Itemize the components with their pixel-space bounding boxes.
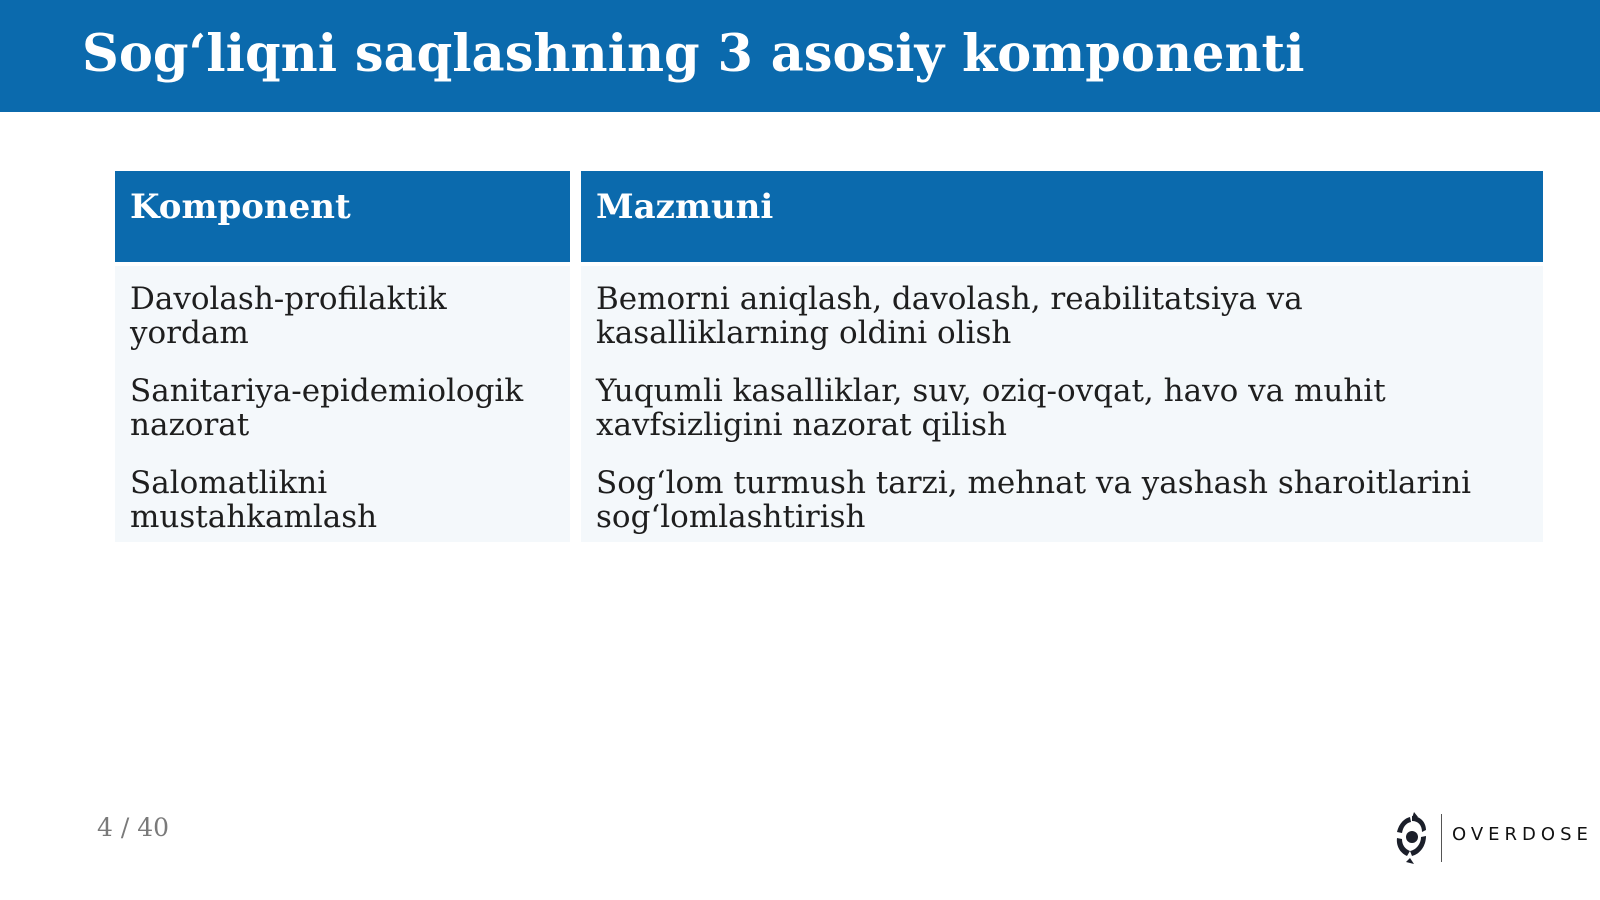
table-header-row xyxy=(115,171,1543,262)
page-indicator: 4 / 40 xyxy=(97,813,170,842)
logo-divider xyxy=(1441,814,1442,862)
components-table xyxy=(115,171,1543,542)
title-bar xyxy=(0,0,1600,112)
table-cell-component: Salomatlikni mustahkamlash xyxy=(115,450,570,542)
table-cell-component: Davolash-profilaktik yordam xyxy=(115,266,570,358)
table-cell-content: Sog‘lom turmush tarzi, mehnat va yashash sharoitlarini sog‘lomlashtirish xyxy=(581,450,1543,542)
slide-title: Sog‘liqni saqlashning 3 asosiy komponenti xyxy=(82,24,1305,84)
header-content: Mazmuni xyxy=(581,171,1543,262)
brand-logo xyxy=(1392,810,1593,866)
table-body xyxy=(115,262,1543,542)
table-row xyxy=(115,358,1543,450)
overdose-logo-icon xyxy=(1392,810,1432,866)
table-cell-content: Bemorni aniqlash, davolash, reabilitatsiya va kasalliklarning oldini olish xyxy=(581,266,1543,358)
table-cell-component: Sanitariya-epidemiologik nazorat xyxy=(115,358,570,450)
header-component: Komponent xyxy=(115,171,570,262)
table-cell-content: Yuqumli kasalliklar, suv, oziq-ovqat, havo va muhit xavfsizligini nazorat qilish xyxy=(581,358,1543,450)
table-row xyxy=(115,450,1543,542)
logo-wordmark: OVERDOSE xyxy=(1452,824,1593,845)
table-row xyxy=(115,266,1543,358)
